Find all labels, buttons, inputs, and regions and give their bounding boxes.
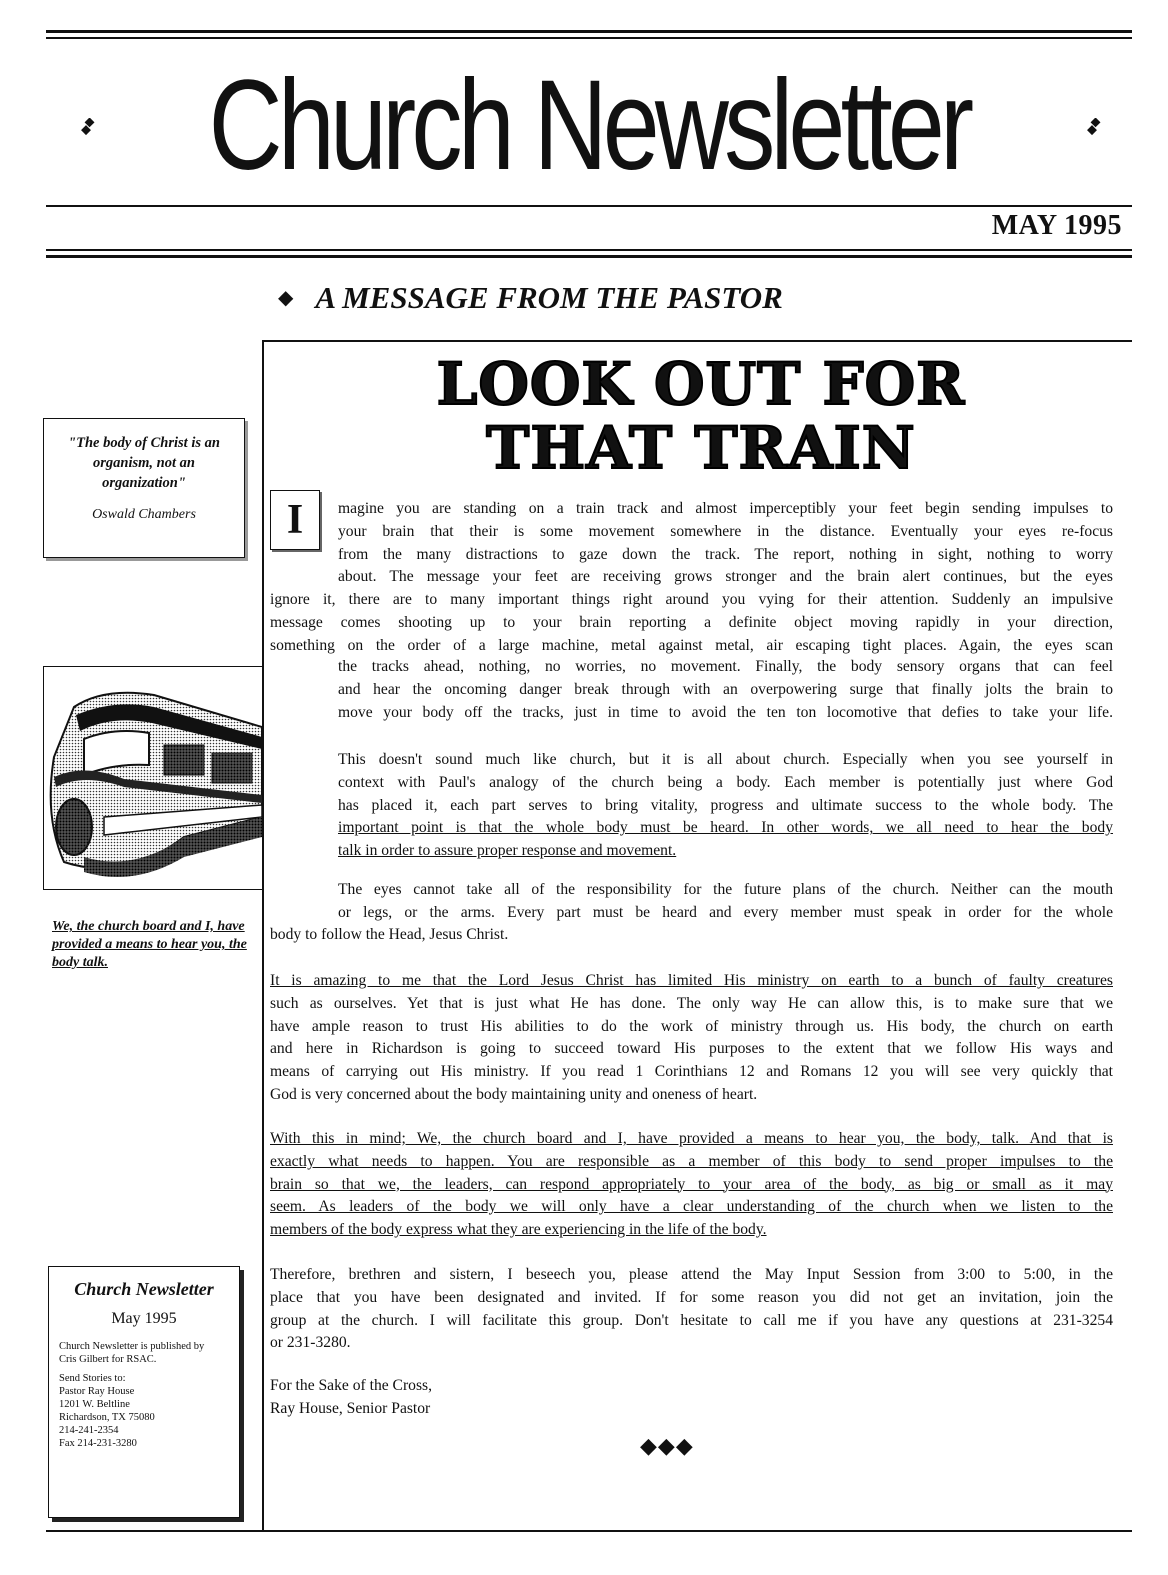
info-published: Church Newsletter is published by Cris Gilbert for RSAC. xyxy=(59,1341,205,1365)
end-mark: ◆◆◆ xyxy=(640,1433,694,1458)
diamond-bullet-icon: ◆ xyxy=(278,287,294,309)
bottom-rule xyxy=(46,1530,1132,1532)
column-divider xyxy=(262,340,264,1530)
info-contact xyxy=(59,1372,239,1450)
drop-cap: I xyxy=(270,490,320,550)
masthead-rule xyxy=(46,205,1132,207)
newsletter-info-box xyxy=(48,1266,240,1518)
text-line: group at the church. I will facilitate this group. Don't hesitate to call me if you have any questions at 231-3254 xyxy=(270,1311,1113,1329)
text-line: the tracks ahead, nothing, no worries, no movement. Finally, the body sensory organs that can feel xyxy=(338,658,1113,675)
paragraph-6 xyxy=(270,1264,1113,1355)
sidebar-caption: We, the church board and I, have provided a means to hear you, the body talk. xyxy=(52,919,247,970)
closing xyxy=(270,1375,1113,1421)
paragraph-1-narrow xyxy=(338,656,1113,724)
quote-text: "The body of Christ is an organism, not an organization" xyxy=(68,435,220,491)
article-top-rule xyxy=(262,340,1132,342)
text-line: body to follow the Head, Jesus Christ. xyxy=(270,926,509,943)
info-line: 214-241-2354 xyxy=(59,1425,119,1436)
text-line: such as ourselves. Yet that is just what He has done. The only way He can allow this, is to make sure that we xyxy=(270,994,1113,1012)
quote-author: Oswald Chambers xyxy=(92,507,196,522)
paragraph-5 xyxy=(270,1128,1113,1242)
signature: Ray House, Senior Pastor xyxy=(270,1399,431,1417)
text-line: message comes shooting up to your brain reporting a definite object moving rapidly in your direction, xyxy=(270,613,1113,631)
section-heading xyxy=(278,280,783,316)
info-date: May 1995 xyxy=(111,1310,177,1327)
text-line: means of carrying out His ministry. If you read 1 Corinthians 12 and Romans 12 you will see very quickly that xyxy=(270,1063,1113,1081)
text-line: members of the body express what they are experiencing in the life of the body. xyxy=(270,1221,767,1239)
diamond-ornament-icon xyxy=(1082,118,1102,138)
train-icon xyxy=(44,667,262,889)
text-line: It is amazing to me that the Lord Jesus Christ has limited His ministry on earth to a bunch of faulty creatures xyxy=(270,972,1113,989)
text-line: Therefore, brethren and sistern, I beseech you, please attend the May Input Session from 3:00 to 5:00, in the xyxy=(270,1266,1113,1283)
headline-line-2: THAT TRAIN xyxy=(486,414,916,482)
paragraph-3-end xyxy=(270,924,1113,947)
text-line: your brain that their is some movement somewhere in the distance. Eventually your eyes re-focus xyxy=(338,522,1113,540)
diamond-ornament-icon xyxy=(76,118,96,138)
text-line: The eyes cannot take all of the responsibility for the future plans of the church. Neither can the mouth xyxy=(338,881,1113,898)
article-headline xyxy=(270,352,1132,480)
paragraph-1-full xyxy=(270,589,1113,657)
top-rule-thin xyxy=(46,37,1132,39)
text-line: or legs, or the arms. Every part must be heard and every member must speak in order for the whole xyxy=(338,903,1113,921)
text-line: have ample reason to trust His abilities to do the work of ministry through us. His body, the church on earth xyxy=(270,1017,1113,1035)
paragraph-3 xyxy=(338,879,1113,925)
info-title: Church Newsletter xyxy=(74,1279,214,1299)
text-line: seem. As leaders of the body we will only have a clear understanding of the church when we listen to the xyxy=(270,1198,1113,1216)
train-illustration xyxy=(43,666,263,890)
text-line: has placed it, each part serves to bring vitality, progress and ultimate success to the whole body. The xyxy=(338,796,1113,814)
issue-date: MAY 1995 xyxy=(991,210,1122,241)
text-line: something on the order of a large machine, metal against metal, air escaping tight places. Again, the eyes scan xyxy=(270,636,1113,654)
paragraph-1-indented xyxy=(338,498,1113,589)
date-rule-thin xyxy=(46,249,1132,251)
top-rule xyxy=(46,30,1132,33)
info-line: Fax 214-231-3280 xyxy=(59,1438,137,1449)
info-line: 1201 W. Beltline xyxy=(59,1399,130,1410)
text-line: context with Paul's analogy of the church being a body. Each member is potentially just where God xyxy=(338,773,1113,791)
info-line: Send Stories to: xyxy=(59,1373,126,1384)
text-line: brain so that we, the leaders, can respond appropriately to your area of the body, as big or small as it may xyxy=(270,1175,1113,1193)
section-heading-text: A MESSAGE FROM THE PASTOR xyxy=(315,280,783,315)
closing-line: For the Sake of the Cross, xyxy=(270,1377,432,1394)
text-line: magine you are standing on a train track and almost imperceptibly your feet begin sending impulses to xyxy=(338,500,1113,517)
text-line: God is very concerned about the body maintaining unity and oneness of heart. xyxy=(270,1085,758,1103)
quote-box xyxy=(43,418,245,558)
paragraph-4 xyxy=(270,970,1113,1107)
text-line: and here in Richardson is going to succeed toward His purposes to the extent that we follow His ways and xyxy=(270,1040,1113,1058)
masthead xyxy=(46,52,1132,200)
text-line: or 231-3280. xyxy=(270,1334,351,1352)
text-line: exactly what needs to happen. You are responsible as a member of this body to send proper impulses to the xyxy=(270,1152,1113,1170)
masthead-title: Church Newsletter xyxy=(208,54,970,197)
text-line: about. The message your feet are receiving grows stronger and the brain alert continues, but the eyes xyxy=(338,568,1113,586)
text-line: from the many distractions to gaze down the track. The report, nothing in sight, nothing to worry xyxy=(338,545,1113,563)
headline-line-1: LOOK OUT FOR xyxy=(436,350,966,418)
date-rule xyxy=(46,255,1132,258)
text-line: important point is that the whole body must be heard. In other words, we all need to hear the body xyxy=(338,819,1113,837)
text-line: place that you have been designated and invited. If for some reason you did not get an invitation, join the xyxy=(270,1288,1113,1306)
text-line: This doesn't sound much like church, but it is all about church. Especially when you see yourself in xyxy=(338,751,1113,768)
text-line: talk in order to assure proper response and movement. xyxy=(338,842,677,860)
text-line: With this in mind; We, the church board and I, have provided a means to hear you, the body, talk. And that is xyxy=(270,1130,1113,1147)
text-line: and hear the oncoming danger break through with an overpowering surge that finally jolts the brain to xyxy=(338,680,1113,698)
paragraph-2 xyxy=(338,749,1113,863)
text-line: ignore it, there are to many important things right around you vying for their attention. Suddenly an impulsive xyxy=(270,591,1113,608)
text-line: move your body off the tracks, just in time to avoid the ten ton locomotive that defies to take your life. xyxy=(338,703,1113,721)
info-line: Pastor Ray House xyxy=(59,1386,135,1397)
info-line: Richardson, TX 75080 xyxy=(59,1412,155,1423)
